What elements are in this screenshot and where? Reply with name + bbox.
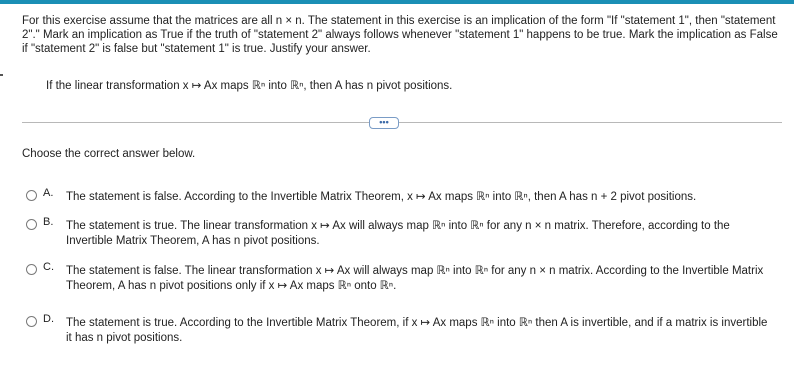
exercise-instructions: For this exercise assume that the matrices are all n × n. The statement in this exercise is an implication of the form "If "statement 1", then "statement 2"." Mark an implication as True if the truth of "statement 2" always follows whenever "statement 1" happens to be true. Mark the implication as False if "statement 2" is false but "statement 1" is true. Justify your answer. <box>22 15 778 56</box>
option-text: The statement is true. The linear transformation x ↦ Ax will always map ℝⁿ into ℝⁿ for any n × n matrix. Therefore, according to the Invertible Matrix Theorem, A has n pivot positions. <box>66 220 730 247</box>
top-accent-bar <box>0 0 794 4</box>
option-text: The statement is false. The linear transformation x ↦ Ax will always map ℝⁿ into ℝⁿ for any n × n matrix. According to the Invertible Matrix Theorem, A has n pivot positions only if x ↦ Ax maps ℝⁿ onto ℝⁿ. <box>66 265 764 292</box>
radio-a[interactable] <box>26 190 37 201</box>
option-text: The statement is false. According to the Invertible Matrix Theorem, x ↦ Ax maps ℝⁿ into ℝⁿ, then A has n + 2 pivot positions. <box>66 191 697 203</box>
more-button[interactable]: ••• <box>369 117 399 129</box>
left-edge-mark <box>0 74 3 76</box>
option-text: The statement is true. According to the Invertible Matrix Theorem, if x ↦ Ax maps ℝⁿ into ℝⁿ then A is invertible, and if a matrix is invertible it has n pivot positions. <box>66 317 768 344</box>
option-letter: D. <box>43 313 54 325</box>
answer-instruction: Choose the correct answer below. <box>22 148 196 160</box>
radio-c[interactable] <box>26 264 37 275</box>
radio-b[interactable] <box>26 219 37 230</box>
option-letter: C. <box>43 261 54 273</box>
radio-d[interactable] <box>26 316 37 327</box>
divider <box>22 122 782 123</box>
question-statement: If the linear transformation x ↦ Ax maps ℝⁿ into ℝⁿ, then A has n pivot positions. <box>46 80 453 92</box>
option-letter: A. <box>43 187 54 199</box>
option-letter: B. <box>43 216 54 228</box>
